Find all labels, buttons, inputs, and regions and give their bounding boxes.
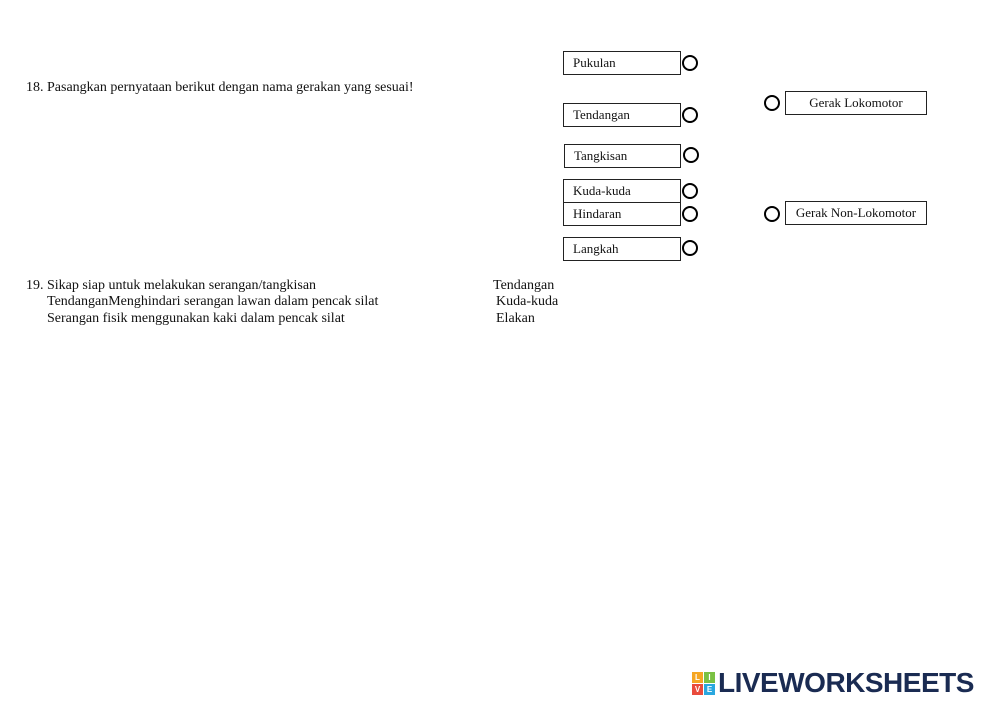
- option-langkah: Langkah: [563, 237, 681, 261]
- match-dot-hindaran[interactable]: [682, 206, 698, 222]
- question-19-line-2: TendanganMenghindari serangan lawan dalam pencak silat: [47, 294, 379, 309]
- answer-option-3[interactable]: Elakan: [496, 311, 535, 326]
- logo-mark-letter: E: [704, 684, 715, 695]
- option-kuda-kuda: Kuda-kuda: [563, 179, 681, 203]
- question-19-line-1: 19. Sikap siap untuk melakukan serangan/tangkisan: [26, 278, 317, 293]
- match-dot-tangkisan[interactable]: [683, 147, 699, 163]
- match-dot-tendangan[interactable]: [682, 107, 698, 123]
- logo-mark-letter: V: [692, 684, 703, 695]
- logo-mark-icon: [692, 672, 715, 695]
- option-pukulan: Pukulan: [563, 51, 681, 75]
- match-dot-gerak-lokomotor[interactable]: [764, 95, 780, 111]
- option-tendangan: Tendangan: [563, 103, 681, 127]
- match-dot-pukulan[interactable]: [682, 55, 698, 71]
- option-hindaran: Hindaran: [563, 202, 681, 226]
- option-tangkisan: Tangkisan: [564, 144, 681, 168]
- match-dot-kuda-kuda[interactable]: [682, 183, 698, 199]
- match-dot-gerak-non-lokomotor[interactable]: [764, 206, 780, 222]
- liveworksheets-logo: [692, 667, 974, 699]
- question-19-line-3: Serangan fisik menggunakan kaki dalam pencak silat: [47, 311, 345, 326]
- match-dot-langkah[interactable]: [682, 240, 698, 256]
- answer-option-2[interactable]: Kuda-kuda: [496, 294, 559, 309]
- question-18-instruction: 18. Pasangkan pernyataan berikut dengan nama gerakan yang sesuai!: [26, 80, 414, 95]
- answer-option-1[interactable]: Tendangan: [493, 278, 555, 293]
- target-gerak-non-lokomotor: Gerak Non-Lokomotor: [785, 201, 927, 225]
- logo-mark-letter: L: [692, 672, 703, 683]
- target-gerak-lokomotor: Gerak Lokomotor: [785, 91, 927, 115]
- logo-mark-letter: I: [704, 672, 715, 683]
- logo-wordmark: LIVEWORKSHEETS: [718, 667, 974, 698]
